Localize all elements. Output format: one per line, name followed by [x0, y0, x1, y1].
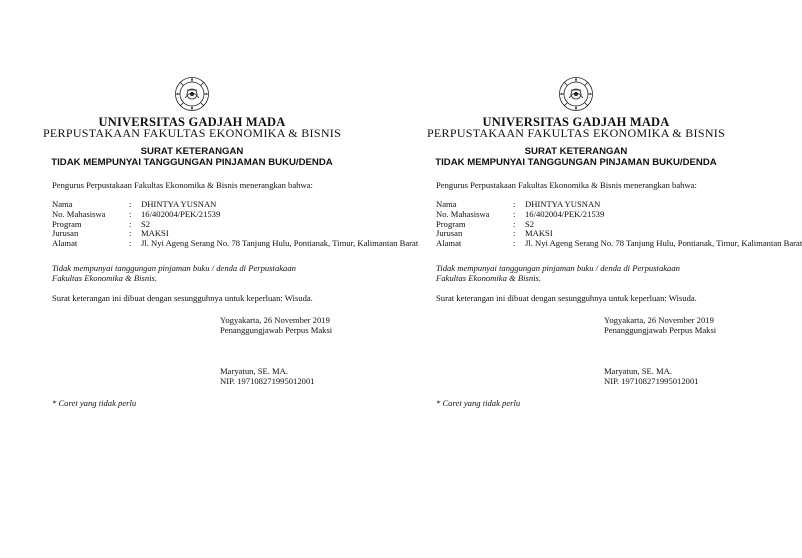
- signer-details: [604, 366, 699, 386]
- university-name: UNIVERSITAS GADJAH MADA: [98, 115, 286, 129]
- field-value: 16/402004/PEK/21539: [141, 208, 221, 219]
- signer-nip: NIP. 197108271995012001: [604, 376, 699, 386]
- field-value: Jl. Nyi Ageng Serang No. 78 Tanjung Hulu, Pontianak, Timur, Kalimantan Barat: [525, 238, 802, 249]
- statement-line-2: Fakultas Ekonomika & Bisnis.: [436, 273, 542, 283]
- field-row-student-number: [52, 210, 418, 220]
- statement-line-2: Fakultas Ekonomika & Bisnis.: [52, 273, 158, 283]
- signature-block: [604, 315, 716, 335]
- field-label: Jurusan: [436, 228, 463, 239]
- statement-line-1: Tidak mempunyai tanggungan pinjaman buku / denda di Perpustakaan: [436, 263, 680, 273]
- student-fields: [52, 200, 418, 249]
- signer-name: Maryatun, SE. MA.: [220, 366, 289, 376]
- faculty-name: PERPUSTAKAAN FAKULTAS EKONOMIKA & BISNIS: [42, 126, 342, 140]
- document-title: [0, 146, 384, 168]
- university-name: UNIVERSITAS GADJAH MADA: [482, 115, 670, 129]
- field-colon: :: [513, 218, 516, 229]
- intro-text: Pengurus Perpustakaan Fakultas Ekonomika & Bisnis menerangkan bahwa:: [436, 180, 697, 190]
- document-title-line-2: TIDAK MEMPUNYAI TANGGUNGAN PINJAMAN BUKU/DENDA: [51, 157, 333, 168]
- purpose-text: Surat keterangan ini dibuat dengan sesungguhnya untuk keperluan: Wisuda.: [436, 293, 697, 303]
- field-row-program: [52, 220, 418, 230]
- field-colon: :: [129, 199, 132, 209]
- document-title-line-2: TIDAK MEMPUNYAI TANGGUNGAN PINJAMAN BUKU/DENDA: [435, 157, 717, 168]
- field-label: Jurusan: [52, 228, 79, 239]
- field-value: S2: [141, 218, 151, 229]
- field-label: Alamat: [436, 238, 462, 249]
- field-value: MAKSI: [141, 228, 169, 239]
- field-label: Nama: [52, 199, 73, 209]
- field-label: Alamat: [52, 238, 78, 249]
- place-date: Yogyakarta, 26 November 2019: [604, 315, 714, 325]
- field-row-name: [436, 200, 802, 210]
- signer-role: Penanggungjawab Perpus Maksi: [604, 325, 717, 335]
- field-colon: :: [513, 228, 516, 239]
- field-colon: :: [513, 238, 516, 249]
- ugm-seal-icon: [558, 76, 594, 112]
- footnote: * Coret yang tidak perlu: [52, 398, 137, 408]
- field-row-name: [52, 200, 418, 210]
- place-date: Yogyakarta, 26 November 2019: [220, 315, 330, 325]
- field-colon: :: [129, 238, 132, 249]
- field-colon: :: [129, 208, 132, 219]
- field-value: MAKSI: [525, 228, 553, 239]
- student-fields: [436, 200, 802, 249]
- field-colon: :: [513, 208, 516, 219]
- signer-details: [220, 366, 315, 386]
- signer-name: Maryatun, SE. MA.: [604, 366, 673, 376]
- signer-role: Penanggungjawab Perpus Maksi: [220, 325, 333, 335]
- field-value: S2: [525, 218, 535, 229]
- signer-nip: NIP. 197108271995012001: [220, 376, 315, 386]
- field-label: No. Mahasiswa: [52, 208, 106, 219]
- field-value: DHINTYA YUSNAN: [141, 199, 217, 209]
- document-title: [384, 146, 768, 168]
- purpose-text: Surat keterangan ini dibuat dengan sesungguhnya untuk keperluan: Wisuda.: [52, 293, 313, 303]
- field-row-student-number: [436, 210, 802, 220]
- footnote: * Coret yang tidak perlu: [436, 398, 521, 408]
- intro-text: Pengurus Perpustakaan Fakultas Ekonomika & Bisnis menerangkan bahwa:: [52, 180, 313, 190]
- document-title-line-1: SURAT KETERANGAN: [140, 146, 244, 157]
- field-colon: :: [129, 218, 132, 229]
- statement-text: [52, 263, 296, 283]
- statement-text: [436, 263, 680, 283]
- ugm-seal-icon: [174, 76, 210, 112]
- field-colon: :: [129, 228, 132, 239]
- field-label: Program: [52, 218, 82, 229]
- faculty-name: PERPUSTAKAAN FAKULTAS EKONOMIKA & BISNIS: [426, 126, 726, 140]
- field-row-address: [436, 239, 802, 249]
- field-colon: :: [513, 199, 516, 209]
- field-label: Program: [436, 218, 466, 229]
- field-row-program: [436, 220, 802, 230]
- document-title-line-1: SURAT KETERANGAN: [524, 146, 628, 157]
- certificate-copy-right: [384, 0, 802, 558]
- field-row-address: [52, 239, 418, 249]
- signature-block: [220, 315, 332, 335]
- field-label: Nama: [436, 199, 457, 209]
- field-value: 16/402004/PEK/21539: [525, 208, 605, 219]
- statement-line-1: Tidak mempunyai tanggungan pinjaman buku / denda di Perpustakaan: [52, 263, 296, 273]
- field-value: Jl. Nyi Ageng Serang No. 78 Tanjung Hulu, Pontianak, Timur, Kalimantan Barat: [141, 238, 419, 249]
- field-value: DHINTYA YUSNAN: [525, 199, 601, 209]
- field-label: No. Mahasiswa: [436, 208, 490, 219]
